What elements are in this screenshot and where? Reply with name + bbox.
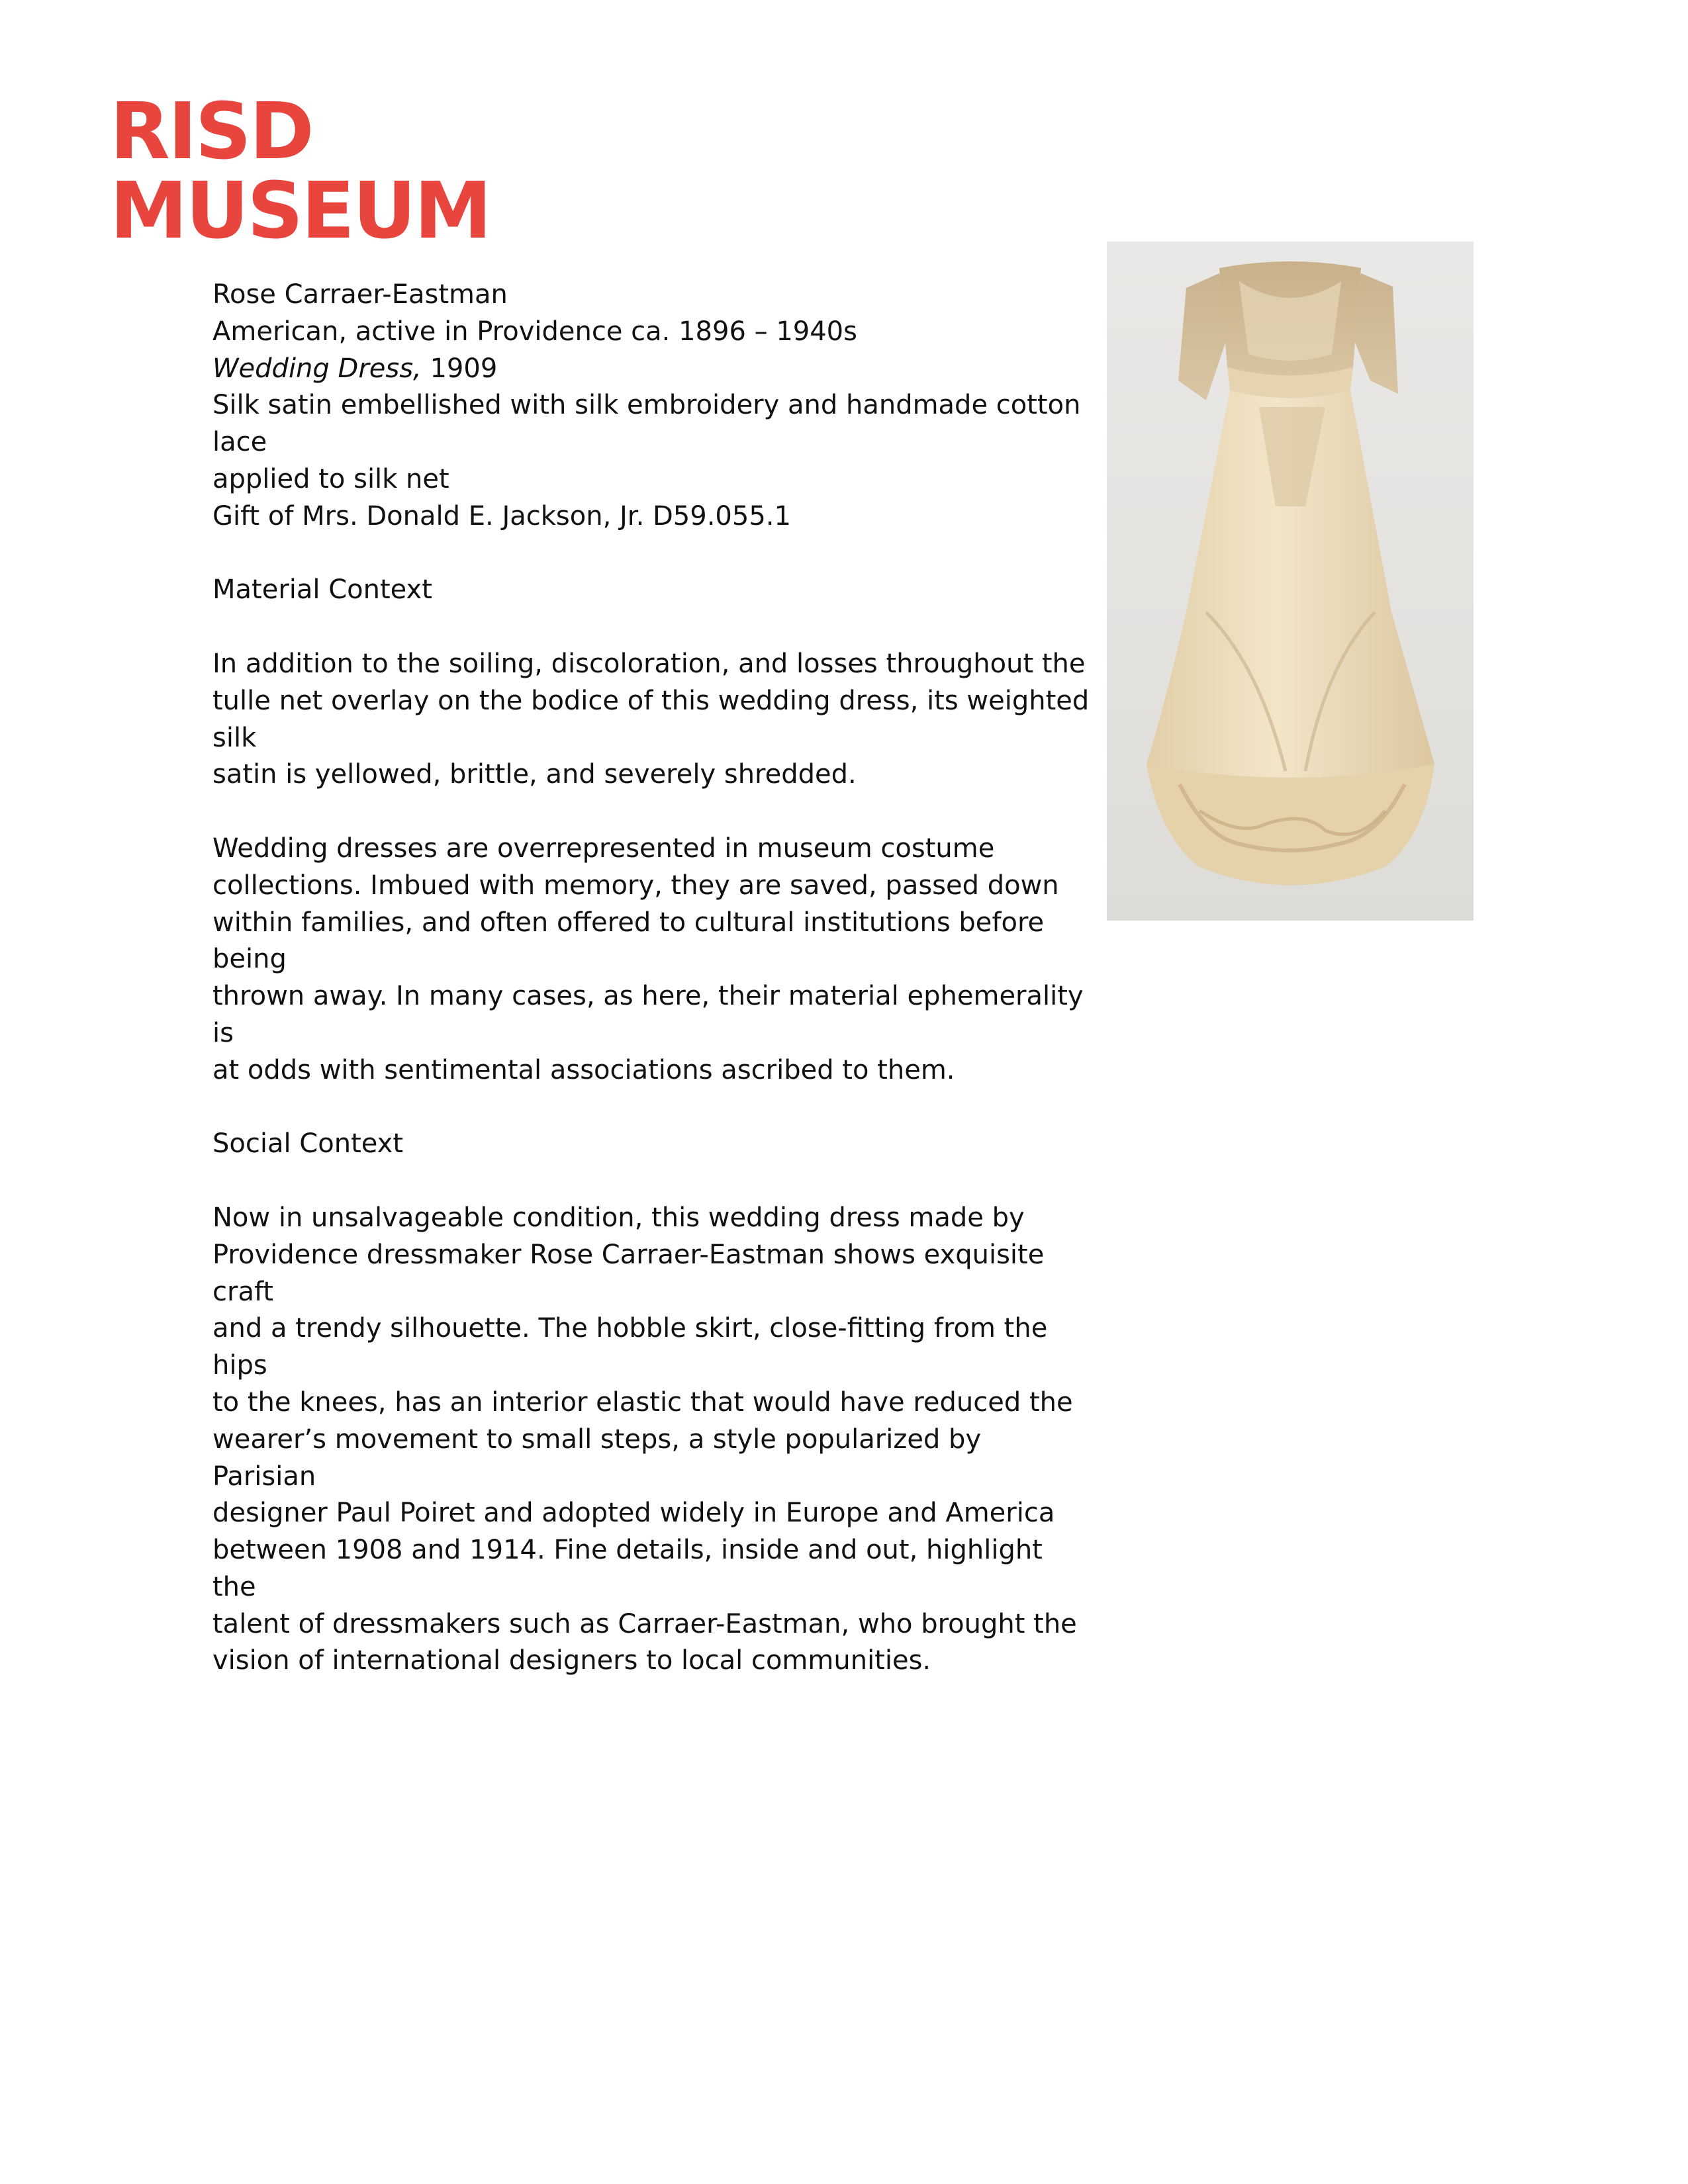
- social-paragraph-line: designer Paul Poiret and adopted widely in Europe and America: [212, 1498, 1055, 1529]
- material-paragraph-2-line: within families, and often offered to cultural institutions before being: [212, 907, 1045, 975]
- material-paragraph-1-line: tulle net overlay on the bodice of this wedding dress, its weighted silk: [212, 685, 1090, 753]
- artwork-medium-line-2: applied to silk net: [212, 463, 449, 494]
- material-paragraph-2-line: thrown away. In many cases, as here, their material ephemerality is: [212, 981, 1084, 1048]
- social-paragraph-line: talent of dressmakers such as Carraer-Eastman, who brought the: [212, 1608, 1077, 1639]
- artist-nationality: American, active in Providence ca. 1896 – 1940s: [212, 316, 857, 347]
- social-context-heading: Social Context: [212, 1128, 404, 1160]
- social-paragraph-line: vision of international designers to local communities.: [212, 1645, 931, 1676]
- skirt-train-ruffles: [1147, 764, 1434, 886]
- material-paragraph-2-line: Wedding dresses are overrepresented in museum costume: [212, 833, 995, 864]
- spacer: [212, 1089, 1093, 1126]
- social-paragraph-line: and a trendy silhouette. The hobble skirt, close-fitting from the hips: [212, 1313, 1048, 1381]
- artwork-title-line: [212, 351, 1093, 388]
- logo-line-risd: RISD: [110, 85, 312, 177]
- social-paragraph-line: Providence dressmaker Rose Carraer-Eastman shows exquisite craft: [212, 1239, 1045, 1307]
- wedding-dress-illustration: [1107, 242, 1474, 921]
- social-paragraph-line: wearer’s movement to small steps, a style popularized by Parisian: [212, 1424, 982, 1492]
- artist-name: Rose Carraer-Eastman: [212, 279, 508, 310]
- artwork-date: 1909: [421, 353, 498, 384]
- risd-museum-logo: [110, 85, 491, 256]
- artwork-title: Wedding Dress,: [212, 353, 422, 384]
- wedding-dress-photo: [1107, 242, 1474, 921]
- spacer: [212, 609, 1093, 646]
- material-paragraph-2-line: collections. Imbued with memory, they are saved, passed down: [212, 870, 1059, 901]
- object-label-text: [212, 277, 1093, 1680]
- social-paragraph-line: to the knees, has an interior elastic that would have reduced the: [212, 1387, 1073, 1418]
- material-paragraph-1-line: In addition to the soiling, discoloration, and losses throughout the: [212, 648, 1086, 679]
- spacer: [212, 535, 1093, 572]
- spacer: [212, 1163, 1093, 1200]
- material-paragraph-2-line: at odds with sentimental associations ascribed to them.: [212, 1054, 955, 1085]
- social-paragraph-line: Now in unsalvageable condition, this wedding dress made by: [212, 1202, 1025, 1233]
- spacer: [212, 794, 1093, 831]
- material-context-heading: Material Context: [212, 574, 432, 606]
- artwork-medium-line-1: Silk satin embellished with silk embroidery and handmade cotton lace: [212, 390, 1081, 458]
- material-paragraph-1-line: satin is yellowed, brittle, and severely shredded.: [212, 759, 857, 790]
- credit-line: Gift of Mrs. Donald E. Jackson, Jr. D59.055.1: [212, 500, 791, 531]
- social-paragraph-line: between 1908 and 1914. Fine details, inside and out, highlight the: [212, 1535, 1043, 1602]
- logo-line-museum: MUSEUM: [110, 165, 491, 256]
